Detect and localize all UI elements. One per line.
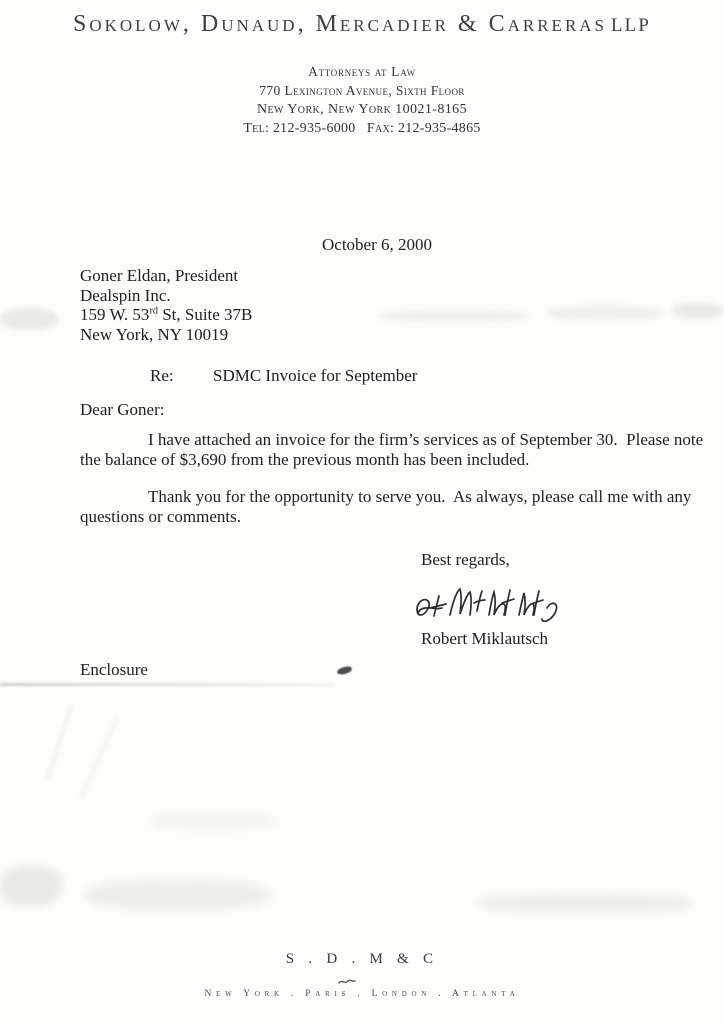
footer-monogram: S . D . M & C xyxy=(285,951,439,967)
recipient-street-post: St, Suite 37B xyxy=(157,305,253,324)
scan-artifact-ghost xyxy=(85,880,270,910)
salutation: Dear Goner: xyxy=(80,400,165,419)
body-paragraph-1: I have attached an invoice for the firm’s services as of September 30. Please note the balance of $3,690 from the previous month has been included. xyxy=(80,430,708,469)
recipient-company: Dealspin Inc. xyxy=(80,285,171,305)
body-paragraph-2: Thank you for the opportunity to serve you. As always, please call me with any questions or comments. xyxy=(80,487,696,526)
letter-date: October 6, 2000 xyxy=(322,235,433,254)
scan-artifact-ghost xyxy=(545,306,665,320)
letterhead-phone-line: Tel: 212-935-6000 Fax: 212-935-4865 xyxy=(243,121,481,136)
recipient-address-block xyxy=(80,266,252,344)
enclosure-note: Enclosure xyxy=(80,660,148,679)
scan-artifact-ghost xyxy=(478,893,693,913)
ink-smudge xyxy=(336,666,352,676)
signature-scrawl-icon xyxy=(410,579,572,631)
firm-name-suffix: LLP xyxy=(611,15,652,36)
scan-artifact-line xyxy=(0,683,335,686)
letterhead-tagline: Attorneys at Law xyxy=(308,64,416,79)
signer-name: Robert Miklautsch xyxy=(421,629,549,648)
firm-name xyxy=(0,11,724,38)
re-label: Re: xyxy=(150,366,174,385)
scan-artifact-ghost xyxy=(0,866,62,906)
recipient-city: New York, NY 10019 xyxy=(80,324,229,344)
recipient-street xyxy=(80,305,252,325)
scan-artifact-ghost xyxy=(378,310,528,322)
scan-artifact-streak xyxy=(46,704,73,779)
scan-artifact-ghost xyxy=(0,308,58,330)
letterhead-city-line: New York, New York 10021-8165 xyxy=(256,102,468,117)
firm-name-main: Sokolow, Dunaud, Mercadier & Carreras xyxy=(72,11,608,37)
scan-artifact-ghost xyxy=(150,812,275,830)
signature-handwriting xyxy=(410,579,572,636)
recipient-street-pre: 159 W. 53 xyxy=(80,305,150,324)
recipient-name: Goner Eldan, President xyxy=(80,266,239,285)
closing-phrase: Best regards, xyxy=(421,550,510,569)
letterhead-street-address: 770 Lexington Avenue, Sixth Floor xyxy=(259,83,465,98)
recipient-street-ordinal: rd xyxy=(149,305,158,317)
scan-artifact-streak xyxy=(80,716,120,797)
footer-cities: New York . Paris . London . Atlanta xyxy=(204,989,520,999)
scan-artifact-ghost xyxy=(672,303,724,319)
re-subject: SDMC Invoice for September xyxy=(213,366,418,385)
